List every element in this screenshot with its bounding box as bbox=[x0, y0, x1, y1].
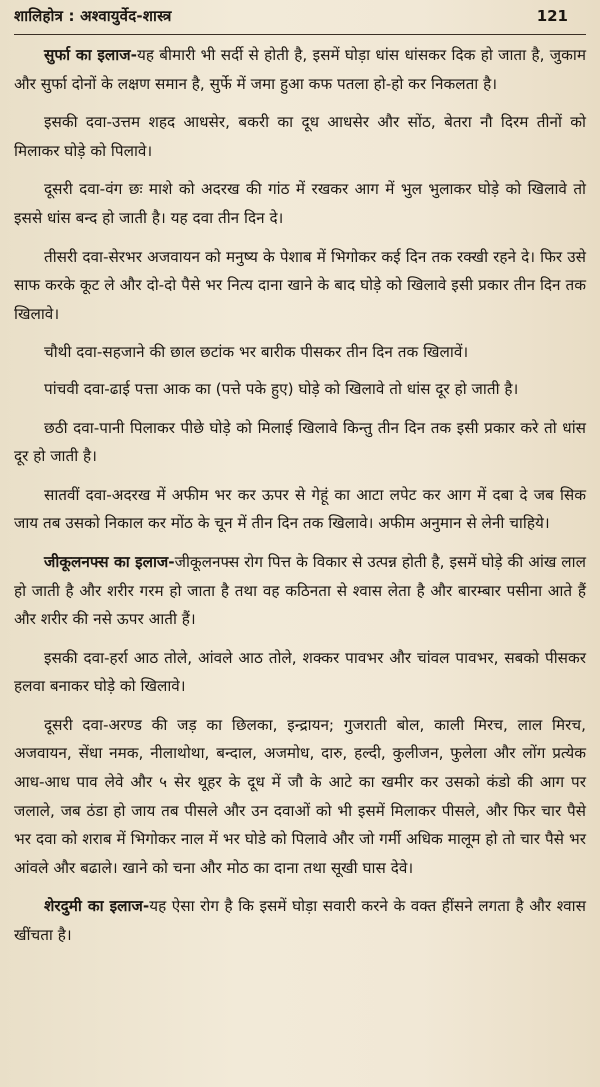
paragraph-text: पांचवी दवा-ढाई पत्ता आक का (पत्ते पके हुए) घोड़े को खिलावे तो धांस दूर हो जाती है। bbox=[44, 379, 519, 398]
page-header bbox=[14, 6, 586, 35]
paragraph-text: यह ऐसा रोग है कि इसमें घोड़ा सवारी करने के वक्त हींसने लगता है और श्वास खींचता है। bbox=[14, 897, 586, 945]
paragraph-text: इसकी दवा-हर्रा आठ तोले, आंवले आठ तोले, शक्कर पावभर और चांवल पावभर, सबको पीसकर हलवा बनाकर घोड़े को खिलावे। bbox=[14, 648, 586, 696]
paragraph bbox=[14, 711, 586, 883]
paragraph bbox=[14, 481, 586, 538]
paragraph bbox=[14, 892, 586, 949]
page-body bbox=[14, 41, 586, 950]
paragraph bbox=[14, 108, 586, 165]
paragraph-text: दूसरी दवा-वंग छः माशे को अदरख की गांठ में रखकर आग में भुल भुलाकर घोड़े को खिलावे तो इससे धांस बन्द हो जाती है। यह दवा तीन दिन दे। bbox=[14, 180, 586, 227]
paragraph bbox=[14, 243, 586, 329]
paragraph-text: तीसरी दवा-सेरभर अजवायन को मनुष्य के पेशाब में भिगोकर कई दिन तक रक्खी रहने दे। फिर उसे साफ करके कूट ले और दो-दो पैसे भर नित्य दाना खाने के बाद घोड़े को खिलावे इसी प्रकार तीन दिन तक खिलावे। bbox=[14, 247, 586, 323]
running-title: शालिहोत्र : अश्वायुर्वेद-शास्त्र bbox=[14, 7, 172, 25]
section-heading: सुर्फा का इलाज- bbox=[44, 46, 137, 64]
page-number: 121 bbox=[536, 7, 568, 25]
paragraph bbox=[14, 414, 586, 471]
paragraph-text: इसकी दवा-उत्तम शहद आधसेर, बकरी का दूध आधसेर और सोंठ, बेतरा नौ दिरम तीनों को मिलाकर घोड़े को पिलावे। bbox=[14, 113, 586, 160]
paragraph-text: छठी दवा-पानी पिलाकर पीछे घोड़े को मिलाई खिलावे किन्तु तीन दिन तक इसी प्रकार करे तो धांस दूर हो जाती है। bbox=[14, 418, 586, 466]
paragraph bbox=[14, 338, 586, 367]
paragraph bbox=[14, 548, 586, 634]
section-heading: जीकूलनफ्स का इलाज- bbox=[44, 552, 175, 571]
paragraph bbox=[14, 175, 586, 232]
paragraph bbox=[14, 644, 586, 701]
paragraph bbox=[14, 375, 586, 404]
paragraph-text: दूसरी दवा-अरण्ड की जड़ का छिलका, इन्द्रायन; गुजराती बोल, काली मिरच, लाल मिरच, अजवायन, सेंधा नमक, नीलाथोथा, बन्दाल, अजमोध, दारु, हल्दी, कुलीजन, फुलेला और लोंग प्रत्येक आध-आध पाव लेवे और ५ सेर थूहर के दूध में जौ के आटे का खमीर कर उसको कंडो की आग पर जलाले, जब ठंडा हो जाय तब पीसले और उन दवाओं को भी इसमें मिलाकर पीसले, और फिर चार पैसे भर दवा को शराब में भिगोकर नाल में भर घोडे को पिलावे और जो गर्मी अधिक मालूम हो तो चार पैसे भर आंवले और बढाले। खाने को चना और मोठ का दाना तथा सूखी घास देवे। bbox=[14, 715, 586, 877]
paragraph bbox=[14, 41, 586, 98]
paragraph-text: यह बीमारी भी सर्दी से होती है, इसमें घोड़ा धांस धांसकर दिक हो जाता है, जुकाम और सुर्फा दोनों के लक्षण समान है, सुर्फे में जमा हुआ कफ पतला हो-हो कर निकलता है। bbox=[14, 46, 586, 93]
section-heading: शेरदुमी का इलाज- bbox=[44, 897, 150, 916]
paragraph-text: जीकूलनफ्स रोग पित्त के विकार से उत्पन्न होती है, इसमें घोड़े की आंख लाल हो जाती है और शरीर गरम हो जाता है तथा वह कठिनता से श्वास लेता है और बारम्बार पसीना आते हैं और शरीर की नसे ऊपर आती हैं। bbox=[14, 552, 586, 629]
paragraph-text: चौथी दवा-सहजाने की छाल छटांक भर बारीक पीसकर तीन दिन तक खिलावें। bbox=[44, 343, 469, 362]
paragraph-text: सातवीं दवा-अदरख में अफीम भर कर ऊपर से गेहूं का आटा लपेट कर आग में दबा दे जब सिक जाय तब उसको निकाल कर मोंठ के चून में तीन दिन तक खिलावे। अफीम अनुमान से लेनी चाहिये। bbox=[14, 485, 586, 533]
